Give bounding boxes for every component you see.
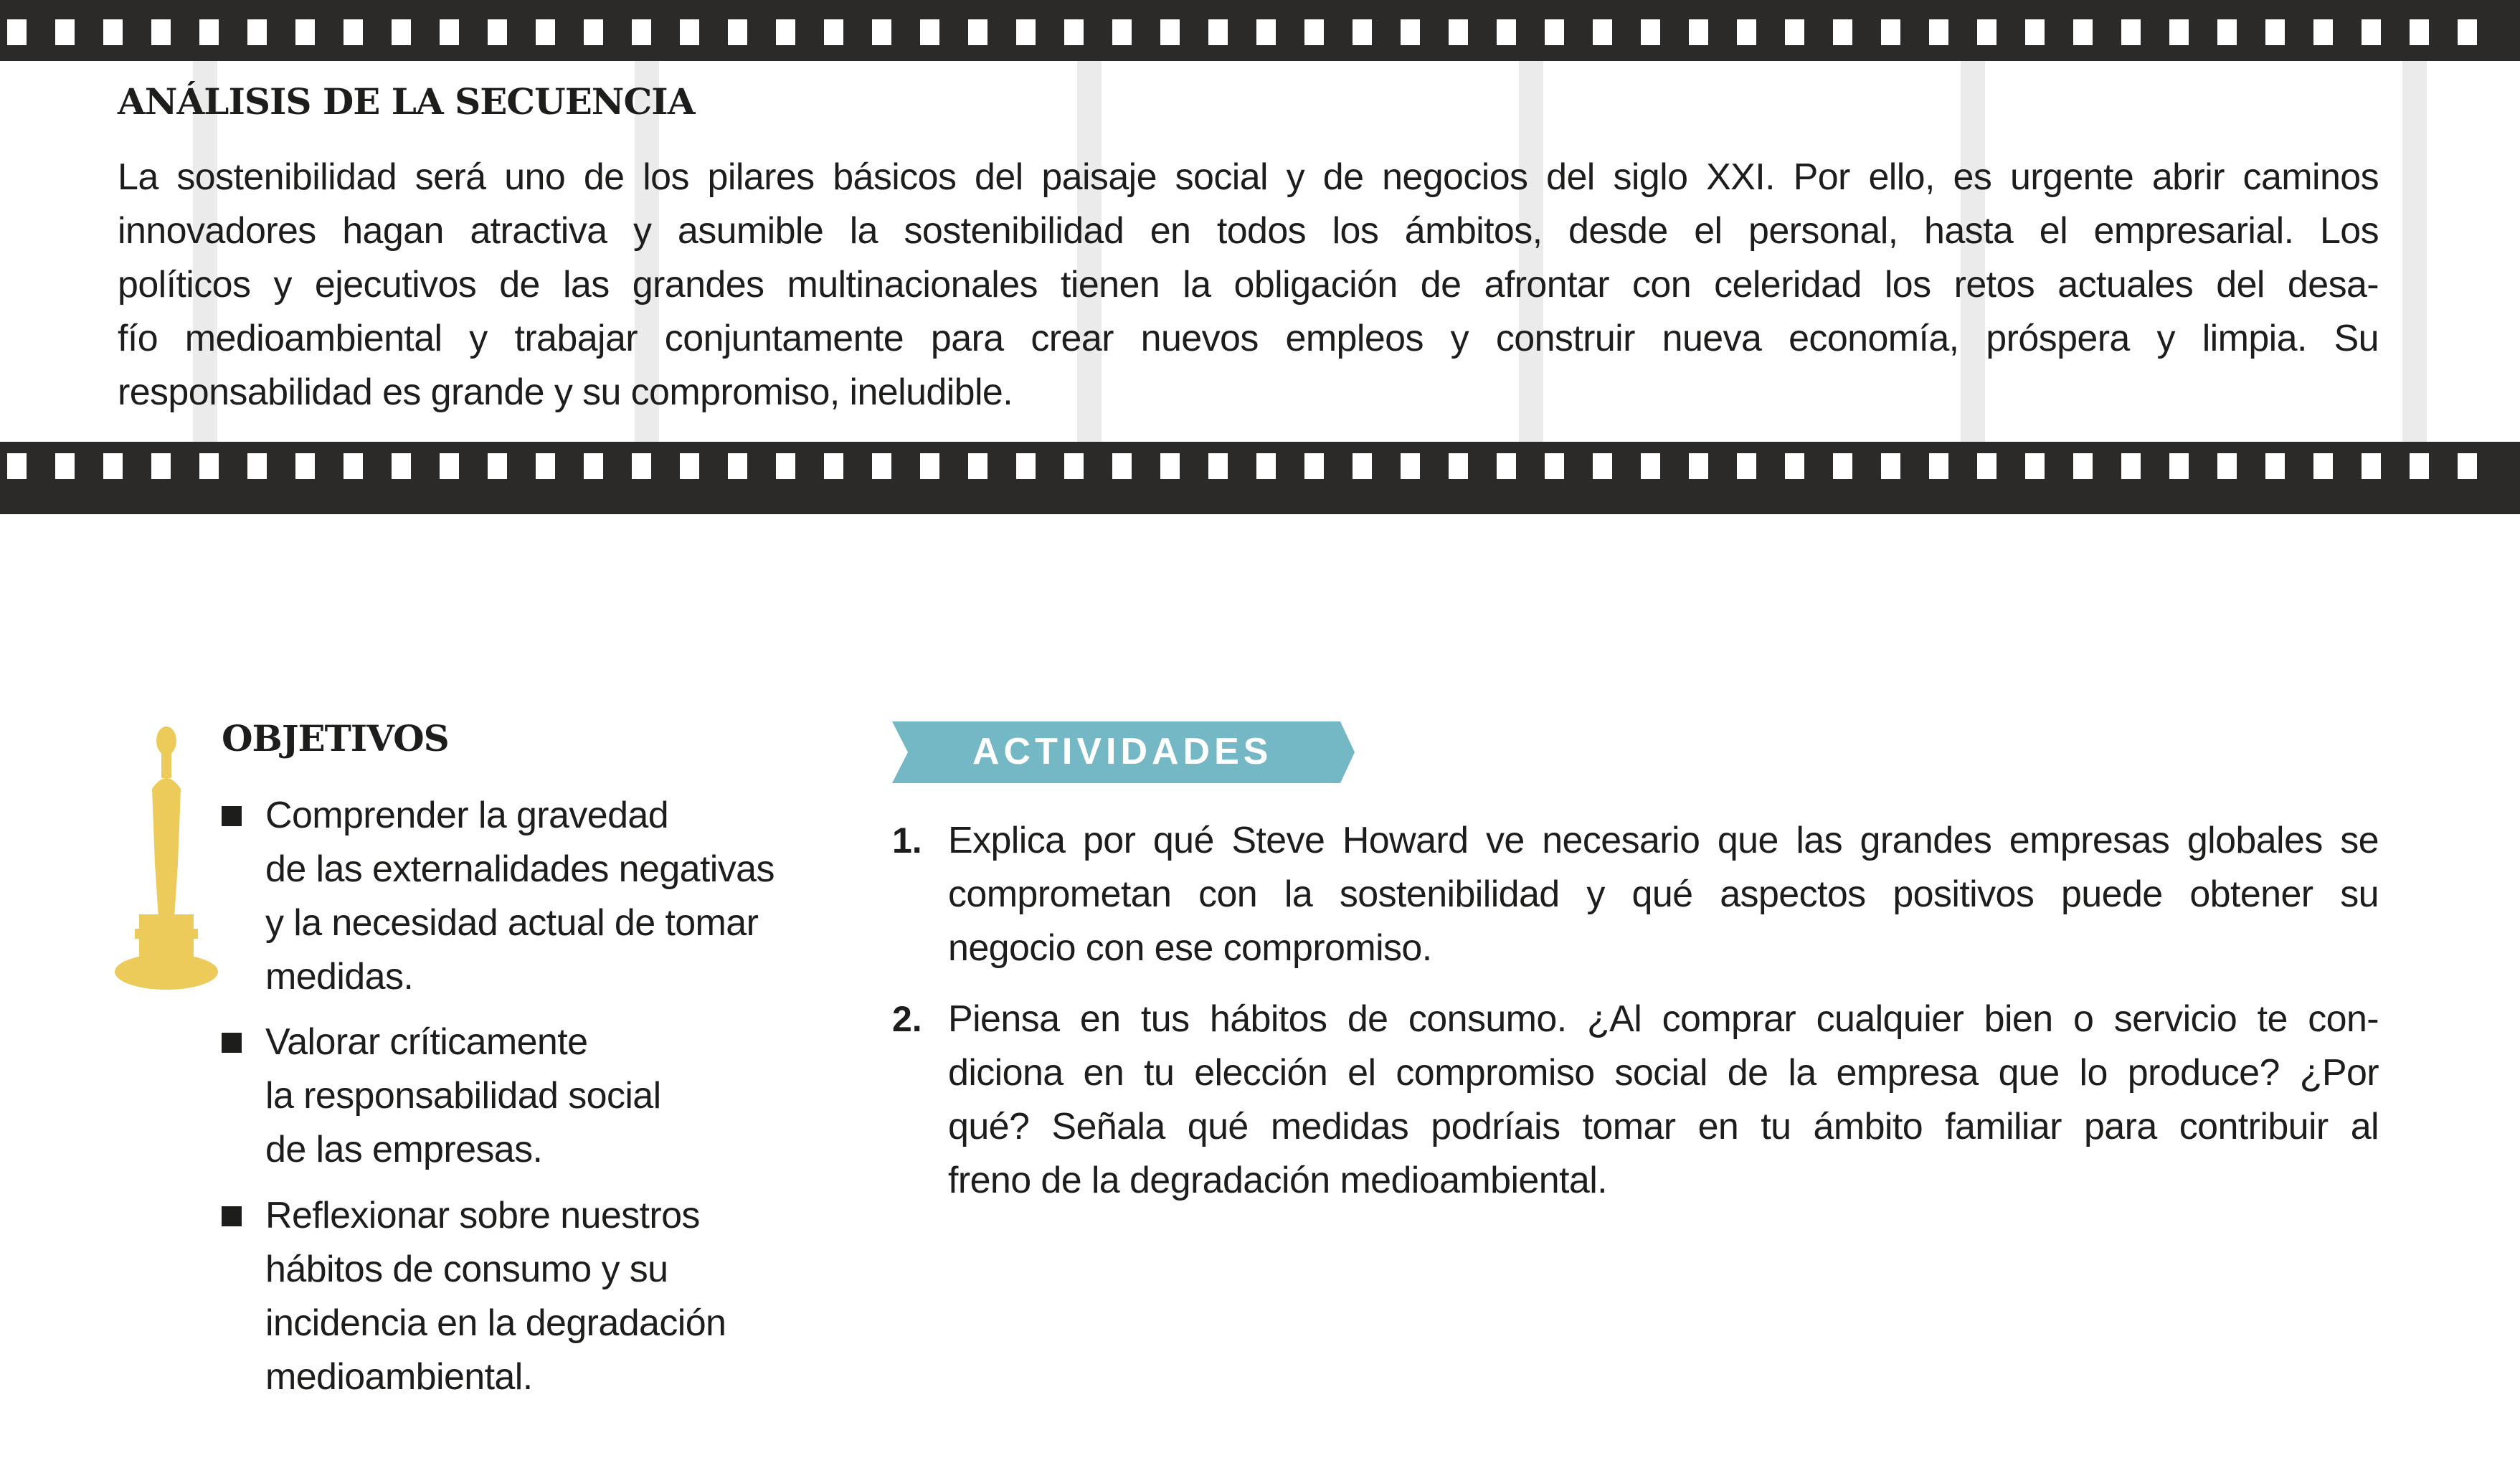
film-perforation xyxy=(1401,453,1420,479)
film-perforation xyxy=(2410,453,2429,479)
film-perforation xyxy=(7,453,27,479)
film-perforation xyxy=(2073,453,2093,479)
objective-item xyxy=(265,1015,661,1177)
film-perforation xyxy=(728,19,747,45)
film-perforation xyxy=(1016,19,1036,45)
film-perforation xyxy=(1641,19,1660,45)
objective-item xyxy=(265,789,775,1004)
film-perforation xyxy=(1545,19,1564,45)
activity-line: Explica por qué Steve Howard ve necesario que las grandes empresas globales se xyxy=(948,820,2379,861)
film-perforation xyxy=(1833,453,1852,479)
film-perforation xyxy=(440,453,459,479)
film-perforation xyxy=(872,453,891,479)
analysis-title: ANÁLISIS DE LA SECUENCIA xyxy=(118,80,695,123)
film-perforation xyxy=(1353,453,1372,479)
film-perforation xyxy=(1929,19,1948,45)
film-perforation xyxy=(728,453,747,479)
activity-item xyxy=(948,814,2379,975)
film-perforation xyxy=(1977,19,1996,45)
film-perforation xyxy=(1497,19,1516,45)
film-perforation xyxy=(680,453,699,479)
film-perforation xyxy=(55,19,75,45)
film-perforation xyxy=(2025,19,2045,45)
film-perforation xyxy=(1112,19,1132,45)
objective-line: Comprender la gravedad xyxy=(265,795,669,836)
film-perforation xyxy=(1929,453,1948,479)
film-perforation xyxy=(488,19,507,45)
film-perforation xyxy=(295,19,315,45)
film-perforation xyxy=(344,453,363,479)
film-perforation xyxy=(872,19,891,45)
film-perforation xyxy=(1833,19,1852,45)
film-perforation xyxy=(824,453,843,479)
film-perforation xyxy=(2458,453,2477,479)
activity-line: comprometan con la sostenibilidad y qué aspectos positivos puede obtener su xyxy=(948,873,2379,915)
film-perforation xyxy=(1593,19,1612,45)
film-perforation xyxy=(1304,453,1324,479)
film-perforation xyxy=(1256,19,1276,45)
film-perforation xyxy=(584,453,603,479)
activity-item xyxy=(948,993,2379,1208)
film-perforation xyxy=(920,453,939,479)
film-perforation xyxy=(632,19,651,45)
objective-line: de las empresas. xyxy=(265,1129,543,1170)
film-perforation xyxy=(103,453,123,479)
film-perforation xyxy=(1112,453,1132,479)
analysis-paragraph xyxy=(118,151,2379,420)
objective-item xyxy=(265,1189,726,1404)
film-perforation xyxy=(2313,453,2333,479)
activity-line: Piensa en tus hábitos de consumo. ¿Al comprar cualquier bien o servicio te con- xyxy=(948,998,2379,1040)
film-perforation xyxy=(2217,453,2237,479)
objective-line: Reflexionar sobre nuestros xyxy=(265,1195,700,1236)
film-perforation xyxy=(1256,453,1276,479)
bullet-square-icon xyxy=(222,1033,242,1053)
film-perforation xyxy=(2362,19,2381,45)
film-perforation xyxy=(2217,19,2237,45)
film-perforation xyxy=(344,19,363,45)
activity-line: freno de la degradación medioambiental. xyxy=(948,1160,1607,1201)
film-perforation xyxy=(440,19,459,45)
film-perforation xyxy=(1785,453,1804,479)
film-perforation xyxy=(151,453,171,479)
film-perforation xyxy=(1689,19,1708,45)
film-perforation xyxy=(584,19,603,45)
film-perforation xyxy=(247,19,267,45)
film-perforation xyxy=(7,19,27,45)
film-perforation xyxy=(536,19,555,45)
film-perforation xyxy=(2362,453,2381,479)
film-perforation xyxy=(968,453,987,479)
film-perforation xyxy=(776,453,795,479)
film-perforation xyxy=(1016,453,1036,479)
film-perforation xyxy=(2169,19,2189,45)
bullet-square-icon xyxy=(222,806,242,826)
film-perforation xyxy=(1737,19,1756,45)
film-perforation xyxy=(295,453,315,479)
film-perforation xyxy=(1208,453,1228,479)
film-perforation xyxy=(1545,453,1564,479)
film-perforation xyxy=(968,19,987,45)
oscar-statuette-icon xyxy=(115,721,229,993)
film-perforation xyxy=(1401,19,1420,45)
film-perforation xyxy=(2410,19,2429,45)
paragraph-line: responsabilidad es grande y su compromiso, ineludible. xyxy=(118,371,1013,413)
film-perforation xyxy=(2025,453,2045,479)
film-perforation xyxy=(680,19,699,45)
film-perforation xyxy=(2073,19,2093,45)
film-perforation xyxy=(1160,19,1180,45)
objective-line: medidas. xyxy=(265,956,414,998)
film-perforation xyxy=(488,453,507,479)
film-perforation xyxy=(1641,453,1660,479)
objective-line: de las externalidades negativas xyxy=(265,848,775,890)
film-perforation xyxy=(247,453,267,479)
activity-line: diciona en tu elección el compromiso social de la empresa que lo produce? ¿Por xyxy=(948,1052,2379,1094)
film-perforation xyxy=(2313,19,2333,45)
film-perforation xyxy=(1449,19,1468,45)
film-perforation xyxy=(199,453,219,479)
film-perforation xyxy=(1160,453,1180,479)
objective-line: Valorar críticamente xyxy=(265,1021,588,1063)
film-perforation xyxy=(1689,453,1708,479)
film-perforation xyxy=(536,453,555,479)
film-perforation xyxy=(1304,19,1324,45)
activity-number: 1. xyxy=(892,820,922,861)
film-perforation xyxy=(1737,453,1756,479)
film-perforation xyxy=(2265,453,2285,479)
activities-banner-label: ACTIVIDADES xyxy=(972,731,1273,772)
film-strip-top xyxy=(0,0,2520,61)
film-perforation xyxy=(1353,19,1372,45)
film-perforation xyxy=(392,19,411,45)
objective-line: y la necesidad actual de tomar xyxy=(265,902,759,944)
film-perforation xyxy=(1881,453,1900,479)
objective-line: medioambiental. xyxy=(265,1356,533,1398)
bullet-square-icon xyxy=(222,1206,242,1226)
objective-line: hábitos de consumo y su xyxy=(265,1249,668,1290)
film-perforation xyxy=(199,19,219,45)
film-perforation xyxy=(1881,19,1900,45)
film-perforation xyxy=(776,19,795,45)
film-frame-divider xyxy=(2402,61,2427,442)
paragraph-line: políticos y ejecutivos de las grandes multinacionales tienen la obligación de afrontar con celeridad los retos actuales del desa- xyxy=(118,264,2379,306)
film-perforation xyxy=(1208,19,1228,45)
film-perforation xyxy=(920,19,939,45)
film-perforation xyxy=(1497,453,1516,479)
objective-line: incidencia en la degradación xyxy=(265,1302,726,1344)
activity-line: qué? Señala qué medidas podríais tomar en tu ámbito familiar para contribuir al xyxy=(948,1106,2379,1147)
film-strip-bottom xyxy=(0,442,2520,514)
film-perforation xyxy=(2121,453,2141,479)
activity-line: negocio con ese compromiso. xyxy=(948,927,1432,969)
film-perforation xyxy=(55,453,75,479)
paragraph-line: La sostenibilidad será uno de los pilares básicos del paisaje social y de negocios del siglo XXI. Por ello, es urgente abrir caminos xyxy=(118,156,2379,198)
activity-number: 2. xyxy=(892,999,922,1039)
film-perforation xyxy=(2169,453,2189,479)
paragraph-line: fío medioambiental y trabajar conjuntamente para crear nuevos empleos y construir nueva economía, próspera y limpia. Su xyxy=(118,318,2379,359)
film-perforation xyxy=(632,453,651,479)
film-perforation xyxy=(151,19,171,45)
film-perforation xyxy=(1064,19,1084,45)
film-perforation xyxy=(1785,19,1804,45)
film-perforation xyxy=(2121,19,2141,45)
film-perforation xyxy=(1064,453,1084,479)
film-perforation xyxy=(824,19,843,45)
film-perforation xyxy=(103,19,123,45)
film-perforation xyxy=(2265,19,2285,45)
objectives-title: OBJETIVOS xyxy=(222,717,449,759)
paragraph-line: innovadores hagan atractiva y asumible la sostenibilidad en todos los ámbitos, desde el personal, hasta el empresarial. Los xyxy=(118,210,2379,252)
film-perforation xyxy=(392,453,411,479)
film-perforation xyxy=(1449,453,1468,479)
film-perforation xyxy=(1977,453,1996,479)
objective-line: la responsabilidad social xyxy=(265,1075,661,1117)
film-perforation xyxy=(1593,453,1612,479)
film-perforation xyxy=(2458,19,2477,45)
